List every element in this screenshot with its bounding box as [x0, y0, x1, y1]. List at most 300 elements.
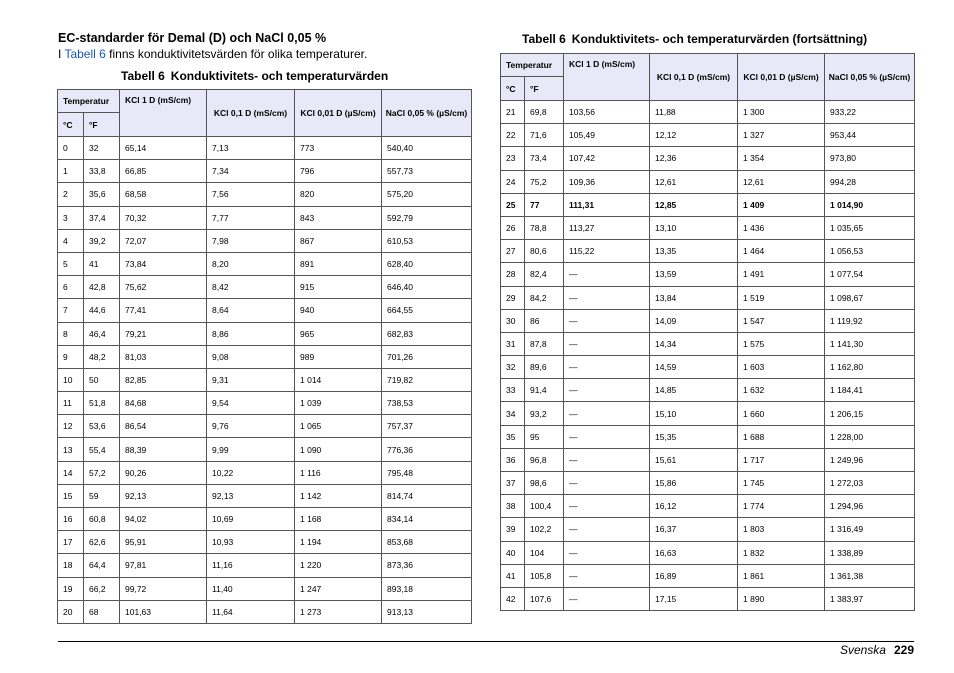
- cell-nacl: 1 035,65: [825, 216, 915, 239]
- cell-celsius: 23: [501, 147, 525, 170]
- cell-kcl-001d: 1 220: [295, 554, 382, 577]
- cell-celsius: 22: [501, 124, 525, 147]
- cell-celsius: 21: [501, 101, 525, 124]
- cell-nacl: 1 014,90: [825, 193, 915, 216]
- cell-kcl-001d: 1 803: [738, 518, 825, 541]
- cell-kcl-01d: 12,12: [650, 124, 738, 147]
- cell-fahrenheit: 89,6: [525, 356, 564, 379]
- cell-celsius: 8: [58, 322, 84, 345]
- cell-kcl-001d: 1 168: [295, 508, 382, 531]
- cell-kcl-1d: 81,03: [120, 345, 207, 368]
- cell-kcl-001d: 1 014: [295, 368, 382, 391]
- cell-kcl-1d: —: [564, 425, 650, 448]
- cell-fahrenheit: 53,6: [84, 415, 120, 438]
- cell-celsius: 6: [58, 276, 84, 299]
- header-temperature: Temperatur: [58, 90, 120, 113]
- cell-nacl: 664,55: [382, 299, 472, 322]
- cell-kcl-01d: 14,34: [650, 332, 738, 355]
- header-fahrenheit: °F: [525, 77, 564, 101]
- cell-celsius: 40: [501, 541, 525, 564]
- cell-celsius: 28: [501, 263, 525, 286]
- cell-kcl-01d: 16,63: [650, 541, 738, 564]
- table-row: [501, 541, 915, 564]
- cell-kcl-001d: 1 660: [738, 402, 825, 425]
- cell-kcl-01d: 15,35: [650, 425, 738, 448]
- cell-kcl-001d: 1 603: [738, 356, 825, 379]
- cell-kcl-1d: —: [564, 309, 650, 332]
- table-row: [58, 531, 472, 554]
- page-footer: [840, 643, 914, 657]
- cell-fahrenheit: 39,2: [84, 229, 120, 252]
- intro-prefix: I: [58, 47, 65, 61]
- cell-kcl-01d: 14,85: [650, 379, 738, 402]
- cell-kcl-01d: 15,61: [650, 448, 738, 471]
- cell-kcl-01d: 9,76: [207, 415, 295, 438]
- cell-kcl-1d: —: [564, 587, 650, 610]
- cell-fahrenheit: 82,4: [525, 263, 564, 286]
- cell-kcl-01d: 10,22: [207, 461, 295, 484]
- cell-kcl-001d: 1 327: [738, 124, 825, 147]
- cell-kcl-001d: 940: [295, 299, 382, 322]
- cell-kcl-001d: 773: [295, 137, 382, 160]
- footer-language: Svenska: [839, 643, 886, 657]
- table-row: [58, 137, 472, 160]
- cell-nacl: 628,40: [382, 252, 472, 275]
- table-row: [58, 600, 472, 623]
- table-row: [58, 229, 472, 252]
- cell-kcl-1d: 113,27: [564, 216, 650, 239]
- header-celsius: °C: [501, 77, 525, 101]
- cell-celsius: 5: [58, 252, 84, 275]
- cell-celsius: 25: [501, 193, 525, 216]
- cell-kcl-1d: —: [564, 448, 650, 471]
- cell-kcl-001d: 1 519: [738, 286, 825, 309]
- table-row: [501, 379, 915, 402]
- table-row: [58, 345, 472, 368]
- cell-kcl-01d: 9,31: [207, 368, 295, 391]
- cell-kcl-001d: 1 832: [738, 541, 825, 564]
- cell-fahrenheit: 42,8: [84, 276, 120, 299]
- cell-kcl-001d: 1 409: [738, 193, 825, 216]
- table-row: [501, 402, 915, 425]
- cell-kcl-1d: 82,85: [120, 368, 207, 391]
- table-row: [58, 554, 472, 577]
- cell-kcl-1d: 65,14: [120, 137, 207, 160]
- cell-celsius: 12: [58, 415, 84, 438]
- cell-fahrenheit: 77: [525, 193, 564, 216]
- cell-kcl-1d: 68,58: [120, 183, 207, 206]
- cell-celsius: 39: [501, 518, 525, 541]
- cell-fahrenheit: 107,6: [525, 587, 564, 610]
- cell-nacl: 1 056,53: [825, 240, 915, 263]
- cell-kcl-01d: 12,61: [650, 170, 738, 193]
- cell-kcl-01d: 7,56: [207, 183, 295, 206]
- table-6-link[interactable]: Tabell 6: [64, 47, 106, 61]
- cell-nacl: 1 228,00: [825, 425, 915, 448]
- cell-kcl-1d: 111,31: [564, 193, 650, 216]
- cell-fahrenheit: 78,8: [525, 216, 564, 239]
- cell-celsius: 36: [501, 448, 525, 471]
- cell-nacl: 719,82: [382, 368, 472, 391]
- cell-fahrenheit: 69,8: [525, 101, 564, 124]
- cell-celsius: 30: [501, 309, 525, 332]
- cell-nacl: 1 098,67: [825, 286, 915, 309]
- cell-kcl-001d: 891: [295, 252, 382, 275]
- cell-kcl-01d: 15,10: [650, 402, 738, 425]
- cell-celsius: 31: [501, 332, 525, 355]
- table-row: [501, 564, 915, 587]
- cell-fahrenheit: 55,4: [84, 438, 120, 461]
- table-right-body: [501, 101, 915, 611]
- cell-fahrenheit: 41: [84, 252, 120, 275]
- table-row: [501, 472, 915, 495]
- cell-kcl-001d: 1 194: [295, 531, 382, 554]
- header-kcl-1d: KCl 1 D (mS/cm): [564, 54, 650, 101]
- cell-kcl-01d: 16,12: [650, 495, 738, 518]
- cell-kcl-001d: 843: [295, 206, 382, 229]
- cell-nacl: 776,36: [382, 438, 472, 461]
- cell-nacl: 814,74: [382, 484, 472, 507]
- cell-kcl-01d: 8,42: [207, 276, 295, 299]
- cell-kcl-1d: 105,49: [564, 124, 650, 147]
- cell-nacl: 701,26: [382, 345, 472, 368]
- cell-nacl: 1 383,97: [825, 587, 915, 610]
- cell-kcl-01d: 10,93: [207, 531, 295, 554]
- cell-kcl-001d: 1 745: [738, 472, 825, 495]
- table-row: [58, 252, 472, 275]
- cell-kcl-01d: 92,13: [207, 484, 295, 507]
- header-kcl-001d: KCl 0,01 D (µS/cm): [295, 90, 382, 137]
- cell-celsius: 26: [501, 216, 525, 239]
- cell-celsius: 10: [58, 368, 84, 391]
- cell-fahrenheit: 105,8: [525, 564, 564, 587]
- cell-fahrenheit: 33,8: [84, 160, 120, 183]
- cell-nacl: 610,53: [382, 229, 472, 252]
- cell-kcl-01d: 17,15: [650, 587, 738, 610]
- cell-fahrenheit: 62,6: [84, 531, 120, 554]
- cell-celsius: 16: [58, 508, 84, 531]
- table-left-caption: [121, 69, 388, 83]
- cell-kcl-001d: 1 547: [738, 309, 825, 332]
- cell-kcl-01d: 10,69: [207, 508, 295, 531]
- cell-nacl: 1 249,96: [825, 448, 915, 471]
- cell-kcl-1d: —: [564, 402, 650, 425]
- cell-kcl-001d: 1 300: [738, 101, 825, 124]
- page-number: 229: [893, 643, 914, 657]
- cell-fahrenheit: 57,2: [84, 461, 120, 484]
- header-nacl: NaCl 0,05 % (µS/cm): [825, 54, 915, 101]
- cell-kcl-001d: 1 491: [738, 263, 825, 286]
- cell-kcl-01d: 11,88: [650, 101, 738, 124]
- header-kcl-001d: KCl 0,01 D (µS/cm): [738, 54, 825, 101]
- cell-celsius: 0: [58, 137, 84, 160]
- cell-nacl: 873,36: [382, 554, 472, 577]
- table-left-caption-number: Tabell 6: [121, 69, 165, 83]
- cell-kcl-001d: 915: [295, 276, 382, 299]
- cell-kcl-001d: 1 116: [295, 461, 382, 484]
- conductivity-table-left: [57, 89, 472, 624]
- cell-nacl: 834,14: [382, 508, 472, 531]
- cell-nacl: 1 316,49: [825, 518, 915, 541]
- table-row: [58, 415, 472, 438]
- cell-celsius: 2: [58, 183, 84, 206]
- intro-paragraph: [58, 47, 367, 61]
- cell-nacl: 853,68: [382, 531, 472, 554]
- table-right-caption-title: Konduktivitets- och temperaturvärden (fortsättning): [571, 32, 868, 46]
- cell-kcl-1d: 92,13: [120, 484, 207, 507]
- section-heading: EC-standarder för Demal (D) och NaCl 0,05 %: [58, 31, 327, 45]
- cell-kcl-001d: 1 688: [738, 425, 825, 448]
- cell-celsius: 27: [501, 240, 525, 263]
- cell-kcl-1d: —: [564, 356, 650, 379]
- cell-fahrenheit: 96,8: [525, 448, 564, 471]
- header-fahrenheit: °F: [84, 113, 120, 137]
- cell-fahrenheit: 73,4: [525, 147, 564, 170]
- cell-celsius: 7: [58, 299, 84, 322]
- header-kcl-01d: KCl 0,1 D (mS/cm): [650, 54, 738, 101]
- table-row: [501, 286, 915, 309]
- cell-kcl-01d: 11,40: [207, 577, 295, 600]
- cell-kcl-01d: 7,34: [207, 160, 295, 183]
- table-row: [58, 577, 472, 600]
- table-row: [501, 448, 915, 471]
- cell-kcl-1d: 99,72: [120, 577, 207, 600]
- cell-nacl: 1 119,92: [825, 309, 915, 332]
- cell-nacl: 1 338,89: [825, 541, 915, 564]
- cell-fahrenheit: 60,8: [84, 508, 120, 531]
- cell-kcl-01d: 9,99: [207, 438, 295, 461]
- cell-celsius: 38: [501, 495, 525, 518]
- table-row: [58, 461, 472, 484]
- table-row: [501, 170, 915, 193]
- cell-fahrenheit: 64,4: [84, 554, 120, 577]
- cell-kcl-1d: 84,68: [120, 392, 207, 415]
- table-row: [501, 356, 915, 379]
- cell-kcl-01d: 9,08: [207, 345, 295, 368]
- cell-kcl-01d: 11,64: [207, 600, 295, 623]
- cell-celsius: 20: [58, 600, 84, 623]
- cell-nacl: 757,37: [382, 415, 472, 438]
- cell-kcl-1d: 115,22: [564, 240, 650, 263]
- table-row: [501, 193, 915, 216]
- cell-kcl-1d: 88,39: [120, 438, 207, 461]
- cell-nacl: 575,20: [382, 183, 472, 206]
- cell-kcl-001d: 1 065: [295, 415, 382, 438]
- cell-fahrenheit: 102,2: [525, 518, 564, 541]
- cell-kcl-1d: —: [564, 332, 650, 355]
- cell-fahrenheit: 59: [84, 484, 120, 507]
- cell-fahrenheit: 51,8: [84, 392, 120, 415]
- cell-kcl-001d: 989: [295, 345, 382, 368]
- cell-celsius: 1: [58, 160, 84, 183]
- table-row: [58, 368, 472, 391]
- cell-kcl-01d: 12,36: [650, 147, 738, 170]
- table-row: [501, 518, 915, 541]
- cell-kcl-1d: —: [564, 379, 650, 402]
- cell-celsius: 11: [58, 392, 84, 415]
- table-row: [501, 240, 915, 263]
- cell-kcl-1d: —: [564, 286, 650, 309]
- header-kcl-01d: KCl 0,1 D (mS/cm): [207, 90, 295, 137]
- cell-kcl-1d: 97,81: [120, 554, 207, 577]
- cell-fahrenheit: 91,4: [525, 379, 564, 402]
- cell-kcl-01d: 8,86: [207, 322, 295, 345]
- header-nacl: NaCl 0,05 % (µS/cm): [382, 90, 472, 137]
- cell-kcl-1d: 75,62: [120, 276, 207, 299]
- cell-celsius: 15: [58, 484, 84, 507]
- cell-nacl: 893,18: [382, 577, 472, 600]
- cell-celsius: 9: [58, 345, 84, 368]
- cell-celsius: 34: [501, 402, 525, 425]
- table-row: [501, 263, 915, 286]
- cell-fahrenheit: 93,2: [525, 402, 564, 425]
- cell-fahrenheit: 48,2: [84, 345, 120, 368]
- cell-kcl-01d: 15,86: [650, 472, 738, 495]
- cell-kcl-1d: —: [564, 263, 650, 286]
- cell-kcl-001d: 1 039: [295, 392, 382, 415]
- cell-celsius: 17: [58, 531, 84, 554]
- cell-kcl-1d: 95,91: [120, 531, 207, 554]
- cell-kcl-001d: 1 575: [738, 332, 825, 355]
- table-row: [501, 101, 915, 124]
- cell-nacl: 795,48: [382, 461, 472, 484]
- cell-kcl-01d: 13,84: [650, 286, 738, 309]
- cell-celsius: 3: [58, 206, 84, 229]
- cell-kcl-1d: 73,84: [120, 252, 207, 275]
- cell-fahrenheit: 86: [525, 309, 564, 332]
- table-row: [58, 438, 472, 461]
- cell-kcl-01d: 13,59: [650, 263, 738, 286]
- cell-fahrenheit: 71,6: [525, 124, 564, 147]
- cell-nacl: 1 294,96: [825, 495, 915, 518]
- cell-kcl-001d: 1 142: [295, 484, 382, 507]
- cell-kcl-001d: 1 273: [295, 600, 382, 623]
- cell-kcl-1d: 66,85: [120, 160, 207, 183]
- cell-fahrenheit: 100,4: [525, 495, 564, 518]
- cell-celsius: 29: [501, 286, 525, 309]
- cell-fahrenheit: 104: [525, 541, 564, 564]
- cell-celsius: 19: [58, 577, 84, 600]
- cell-kcl-01d: 7,77: [207, 206, 295, 229]
- cell-kcl-001d: 1 717: [738, 448, 825, 471]
- header-kcl-1d: KCl 1 D (mS/cm): [120, 90, 207, 137]
- cell-fahrenheit: 98,6: [525, 472, 564, 495]
- table-row: [501, 309, 915, 332]
- cell-kcl-1d: —: [564, 564, 650, 587]
- cell-kcl-01d: 16,89: [650, 564, 738, 587]
- cell-fahrenheit: 95: [525, 425, 564, 448]
- table-row: [58, 206, 472, 229]
- table-row: [501, 587, 915, 610]
- cell-kcl-01d: 14,59: [650, 356, 738, 379]
- cell-kcl-1d: —: [564, 472, 650, 495]
- cell-fahrenheit: 35,6: [84, 183, 120, 206]
- cell-nacl: 682,83: [382, 322, 472, 345]
- table-row: [501, 495, 915, 518]
- cell-celsius: 13: [58, 438, 84, 461]
- cell-kcl-01d: 8,64: [207, 299, 295, 322]
- header-celsius: °C: [58, 113, 84, 137]
- table-row: [501, 425, 915, 448]
- cell-nacl: 1 206,15: [825, 402, 915, 425]
- cell-kcl-001d: 1 774: [738, 495, 825, 518]
- cell-fahrenheit: 84,2: [525, 286, 564, 309]
- cell-kcl-001d: 1 890: [738, 587, 825, 610]
- table-left-body: [58, 137, 472, 624]
- cell-fahrenheit: 66,2: [84, 577, 120, 600]
- cell-fahrenheit: 80,6: [525, 240, 564, 263]
- intro-suffix: finns konduktivitetsvärden för olika temperaturer.: [105, 47, 368, 61]
- cell-kcl-1d: 77,41: [120, 299, 207, 322]
- table-right-caption-number: Tabell 6: [522, 32, 566, 46]
- cell-nacl: 913,13: [382, 600, 472, 623]
- cell-kcl-1d: 94,02: [120, 508, 207, 531]
- cell-nacl: 1 184,41: [825, 379, 915, 402]
- cell-nacl: 738,53: [382, 392, 472, 415]
- cell-kcl-001d: 1 247: [295, 577, 382, 600]
- cell-nacl: 994,28: [825, 170, 915, 193]
- cell-nacl: 1 141,30: [825, 332, 915, 355]
- table-row: [58, 276, 472, 299]
- cell-celsius: 41: [501, 564, 525, 587]
- cell-kcl-01d: 13,35: [650, 240, 738, 263]
- cell-kcl-001d: 12,61: [738, 170, 825, 193]
- cell-nacl: 1 077,54: [825, 263, 915, 286]
- cell-fahrenheit: 87,8: [525, 332, 564, 355]
- cell-kcl-1d: 79,21: [120, 322, 207, 345]
- cell-kcl-1d: —: [564, 495, 650, 518]
- cell-kcl-1d: 101,63: [120, 600, 207, 623]
- cell-fahrenheit: 37,4: [84, 206, 120, 229]
- table-row: [501, 147, 915, 170]
- cell-fahrenheit: 44,6: [84, 299, 120, 322]
- cell-kcl-1d: 86,54: [120, 415, 207, 438]
- cell-fahrenheit: 46,4: [84, 322, 120, 345]
- table-row: [58, 322, 472, 345]
- table-row: [58, 183, 472, 206]
- cell-kcl-1d: 109,36: [564, 170, 650, 193]
- cell-fahrenheit: 50: [84, 368, 120, 391]
- cell-kcl-01d: 14,09: [650, 309, 738, 332]
- cell-kcl-001d: 867: [295, 229, 382, 252]
- cell-celsius: 42: [501, 587, 525, 610]
- cell-kcl-1d: 107,42: [564, 147, 650, 170]
- table-row: [501, 216, 915, 239]
- table-left-caption-title: Konduktivitets- och temperaturvärden: [170, 69, 389, 83]
- cell-nacl: 557,73: [382, 160, 472, 183]
- cell-celsius: 4: [58, 229, 84, 252]
- cell-celsius: 33: [501, 379, 525, 402]
- cell-kcl-01d: 13,10: [650, 216, 738, 239]
- cell-nacl: 646,40: [382, 276, 472, 299]
- cell-kcl-01d: 7,98: [207, 229, 295, 252]
- cell-kcl-01d: 8,20: [207, 252, 295, 275]
- cell-kcl-001d: 1 090: [295, 438, 382, 461]
- cell-kcl-01d: 12,85: [650, 193, 738, 216]
- cell-kcl-01d: 7,13: [207, 137, 295, 160]
- table-row: [501, 332, 915, 355]
- cell-kcl-001d: 1 354: [738, 147, 825, 170]
- cell-kcl-001d: 796: [295, 160, 382, 183]
- cell-nacl: 973,80: [825, 147, 915, 170]
- cell-nacl: 953,44: [825, 124, 915, 147]
- cell-kcl-1d: 72,07: [120, 229, 207, 252]
- cell-kcl-001d: 1 632: [738, 379, 825, 402]
- cell-nacl: 592,79: [382, 206, 472, 229]
- cell-kcl-001d: 820: [295, 183, 382, 206]
- cell-kcl-1d: 70,32: [120, 206, 207, 229]
- header-temperature: Temperatur: [501, 54, 564, 77]
